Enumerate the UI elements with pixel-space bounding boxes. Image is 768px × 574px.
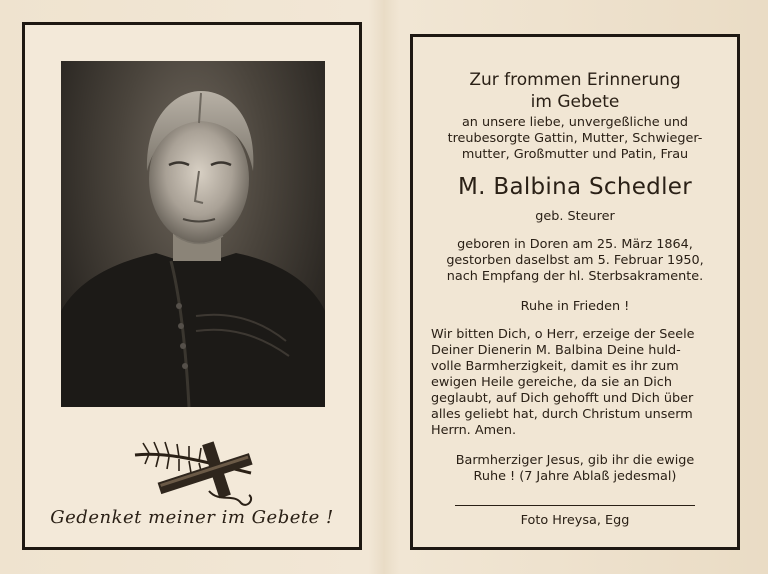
- prayer-line: ewigen Heile gereiche, da sie an Dich: [431, 375, 672, 390]
- dates-line: nach Empfang der hl. Sterbsakramente.: [446, 269, 704, 284]
- right-card: [410, 34, 740, 550]
- left-caption: Gedenket meiner im Gebete !: [50, 507, 334, 528]
- prayer-line: alles geliebt hat, durch Christum unserm: [431, 407, 693, 422]
- deceased-name: M. Balbina Schedler: [458, 174, 692, 200]
- divider-rule: [455, 505, 695, 506]
- rest-in-peace: Ruhe in Frieden !: [520, 299, 630, 314]
- intro-line: treubesorgte Gattin, Mutter, Schwieger-: [447, 131, 703, 146]
- invocation-line: Ruhe ! (7 Jahre Ablaß jedesmal): [473, 469, 677, 484]
- prayer-line: Wir bitten Dich, o Herr, erzeige der Seele: [431, 327, 695, 342]
- dates-line: geboren in Doren am 25. März 1864,: [457, 237, 693, 252]
- maiden-name: geb. Steurer: [535, 209, 615, 224]
- photo-credit: Foto Hreysa, Egg: [520, 513, 630, 528]
- portrait-photo: [61, 61, 325, 407]
- left-card: [22, 22, 362, 550]
- intro-line: mutter, Großmutter und Patin, Frau: [461, 147, 689, 162]
- invocation-line: Barmherziger Jesus, gib ihr die ewige: [455, 453, 695, 468]
- prayer-line: Herrn. Amen.: [431, 423, 517, 438]
- dates-line: gestorben daselbst am 5. Februar 1950,: [446, 253, 704, 268]
- prayer-line: geglaubt, auf Dich gehofft und Dich über: [431, 391, 694, 406]
- prayer-line: Deiner Dienerin M. Balbina Deine huld-: [431, 343, 681, 358]
- prayer-line: volle Barmherzigkeit, damit es ihr zum: [431, 359, 679, 374]
- cross-palm-emblem: [129, 433, 259, 509]
- heading-line-1: Zur frommen Erinnerung: [469, 70, 681, 90]
- heading-line-2: im Gebete: [530, 92, 620, 112]
- intro-line: an unsere liebe, unvergeßliche und: [461, 115, 689, 130]
